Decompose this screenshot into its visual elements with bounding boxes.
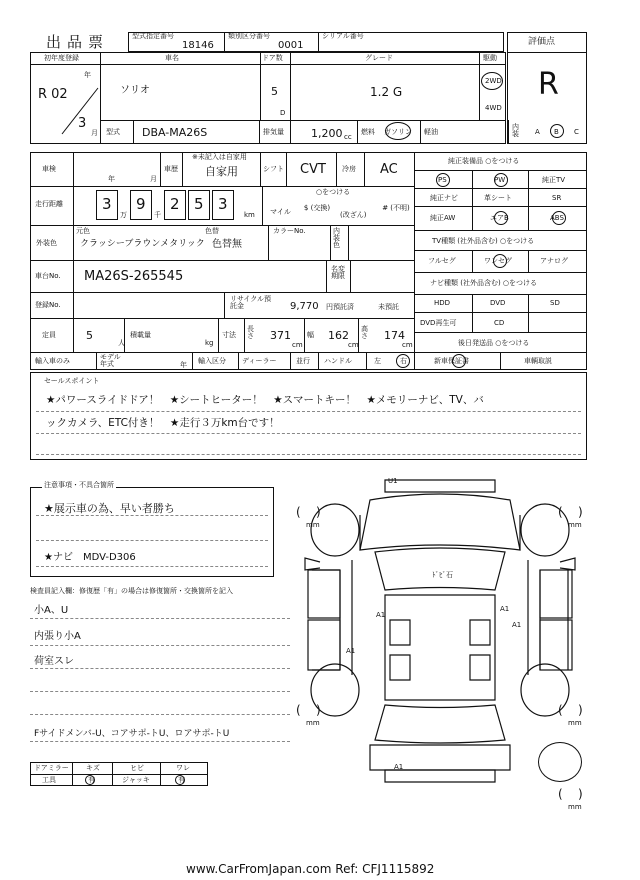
equip-circle xyxy=(552,211,566,225)
fuel-label: 燃料 xyxy=(361,128,375,136)
sales-line1: ★パワースライドドア！ ★シートヒーター！ ★スマートキー！ ★メモリーナビ、TV、バ xyxy=(46,394,484,406)
inspector-line: 小A、U xyxy=(34,605,69,616)
legend-cell: 有 xyxy=(178,776,185,784)
equip-item: ABS xyxy=(550,214,564,222)
tire-bracket-fl: ( ) xyxy=(296,505,321,519)
tire-mm: mm xyxy=(568,521,582,529)
model-cert-value: 18146 xyxy=(182,40,214,51)
color-code-label: カラーNo. xyxy=(273,227,306,235)
tire-bracket-rl: ( ) xyxy=(296,703,321,717)
mileage-digit: 5 xyxy=(194,195,204,213)
mile-note: ○をつける xyxy=(316,188,351,196)
inspection-label: 車検 xyxy=(42,165,56,173)
import-class-label: 輸入区分 xyxy=(198,357,226,365)
inspector-title: 検査員記入欄：修復歴「有」の場合は修復箇所・交換箇所を記入 xyxy=(30,587,233,595)
first-reg-label: 初年度登録 xyxy=(44,54,79,62)
equip-circle xyxy=(494,211,508,225)
cc-value: 1,200 xyxy=(311,127,343,140)
color-label: 外装色 xyxy=(36,239,57,247)
width-label: 幅 xyxy=(307,331,314,339)
tire-bracket-spare: ( ) xyxy=(558,787,583,801)
grade-label: グレード xyxy=(365,54,393,62)
insp-year: 年 xyxy=(108,175,115,183)
legend-cell: 工具 xyxy=(42,776,56,784)
first-reg-year: R 02 xyxy=(38,87,68,102)
tire-bracket-rr: ( ) xyxy=(558,703,583,717)
tire-bracket-fr: ( ) xyxy=(558,505,583,519)
first-reg-month: 3 xyxy=(78,116,87,131)
notes-box xyxy=(30,487,274,577)
score-label: 評価点 xyxy=(528,37,556,47)
navi-item: DVD xyxy=(490,299,506,307)
drive-circle xyxy=(481,72,503,90)
unknown-label: # (不明) xyxy=(382,204,410,212)
usage-note: ※未記入は自家用 xyxy=(192,153,247,161)
mileage-digit: 3 xyxy=(102,195,112,213)
navi-item: SD xyxy=(550,299,560,307)
door-type: D xyxy=(280,109,286,117)
load-label: 積載量 xyxy=(130,331,151,339)
drive-4wd: 4WD xyxy=(485,104,502,112)
mileage-digit: 2 xyxy=(170,195,180,213)
drive-2wd: 2WD xyxy=(485,77,502,85)
reg-label: 登録No. xyxy=(35,301,61,309)
drive-label: 駆動 xyxy=(483,54,497,62)
legend-header: ヒビ xyxy=(130,764,144,772)
legend-header: キズ xyxy=(86,764,100,772)
equip-item: PS xyxy=(438,176,447,184)
model-label: 型式 xyxy=(106,128,120,136)
orig-color-label: 元色 xyxy=(76,227,90,235)
left-label: 左 xyxy=(374,357,381,365)
usage-label: 車歴 xyxy=(164,165,178,173)
model-cert-label: 型式指定番号 xyxy=(132,32,174,40)
recycle-value: 9,770 xyxy=(290,301,319,312)
fuel-value: ガソリン xyxy=(384,128,412,136)
capacity-label: 定員 xyxy=(42,331,56,339)
height-cm: cm xyxy=(402,341,413,349)
tv-item: フルセグ xyxy=(428,257,456,265)
notes-line1: ★展示車の為、早い者勝ち xyxy=(44,502,175,515)
notes-title: 注意事項・不具合箇所 xyxy=(44,481,114,489)
equip-item: 純正ナビ xyxy=(430,194,458,202)
width-cm: cm xyxy=(348,341,359,349)
doors-value: 5 xyxy=(271,85,278,98)
tire-mm: mm xyxy=(568,719,582,727)
color-value: クラッシーブラウンメタリック xyxy=(80,239,205,249)
year-prefix: 年 xyxy=(84,71,91,79)
inspector-line: Fサイドメンバ-U、コアサポ-トU、ロアサポ-トU xyxy=(34,729,230,739)
score-value: R xyxy=(538,67,559,102)
tv-item: ワンセグ xyxy=(484,257,512,265)
tire-mm: mm xyxy=(306,521,320,529)
interior-label: 内装 xyxy=(512,123,519,138)
swap-label: $ (交換) xyxy=(303,204,331,212)
chassis-label: 車台No. xyxy=(35,272,61,280)
mileage-label: 走行距離 xyxy=(35,200,63,208)
legend-circle xyxy=(175,775,185,785)
equip-item: 革シート xyxy=(484,194,512,202)
model-value: DBA-MA26S xyxy=(142,126,208,139)
tv-item: アナログ xyxy=(540,257,568,265)
class-value: 0001 xyxy=(278,40,304,51)
shift-value: CVT xyxy=(300,162,326,177)
equip-title: 純正装備品 ○をつける xyxy=(448,157,520,165)
color-no-label: 色替 xyxy=(205,227,219,235)
color-no-value: 色替無 xyxy=(212,239,242,250)
length-label: 長さ xyxy=(247,325,254,340)
navi-item: CD xyxy=(494,319,505,327)
doors-label: ドア数 xyxy=(262,54,283,62)
diagram-mark: U1 xyxy=(388,477,398,485)
car-name-label: 車名 xyxy=(165,54,179,62)
equip-item: PW xyxy=(494,176,506,184)
later-item: 車輌取説 xyxy=(524,357,552,365)
height-value: 174 xyxy=(384,329,405,342)
diagram-mark: A1 xyxy=(500,605,510,613)
right-label: 右 xyxy=(400,357,407,365)
class-label: 類別区分番号 xyxy=(228,32,270,40)
load-unit: kg xyxy=(205,339,214,347)
later-title: 後日発送品 ○をつける xyxy=(458,339,530,347)
form-title: 出品票 xyxy=(46,33,110,51)
import-label: 輸入車のみ xyxy=(35,357,70,365)
recycle-label: リサイクル預託金 xyxy=(230,295,272,310)
ac-value: AC xyxy=(380,162,398,177)
height-label: 高さ xyxy=(361,325,368,340)
tv-title: TV種類 (社外品含む) ○をつける xyxy=(432,237,535,245)
oil-label: 軽油 xyxy=(424,128,438,136)
serial-label: シリアル番号 xyxy=(322,32,364,40)
insp-month: 月 xyxy=(150,175,157,183)
length-cm: cm xyxy=(292,341,303,349)
name-change-label: 名変期限 xyxy=(331,265,345,280)
width-value: 162 xyxy=(328,329,349,342)
ac-label: 冷房 xyxy=(342,165,356,173)
cc-label: 排気量 xyxy=(263,128,284,136)
footer-ref: www.CarFromJapan.com Ref: CFJ1115892 xyxy=(186,862,435,876)
usage-value: 自家用 xyxy=(205,165,238,178)
equip-item: 純正AW xyxy=(430,214,456,222)
recycle-unit: 円預託済 xyxy=(326,303,354,311)
interior-circle xyxy=(550,124,564,138)
diagram-mark: A1 xyxy=(346,647,356,655)
parallel-label: 並行 xyxy=(296,357,310,365)
legend-cell: 有 xyxy=(88,776,95,784)
grade-value: 1.2 G xyxy=(370,85,403,99)
chassis-value: MA26S-265545 xyxy=(84,269,184,284)
mileage-digit: 9 xyxy=(136,195,146,213)
cc-unit: cc xyxy=(344,133,352,141)
dealer-label: ディーラー xyxy=(242,357,277,365)
right-circle xyxy=(396,354,410,368)
equip-item: SR xyxy=(552,194,562,202)
diagram-mark: A1 xyxy=(376,611,386,619)
later-circle xyxy=(452,354,466,368)
tire-mm: mm xyxy=(568,803,582,811)
legend-circle xyxy=(85,775,95,785)
model-year-label: モデル年式 xyxy=(100,353,121,368)
mileage-digit: 3 xyxy=(218,195,228,213)
interior-b: B xyxy=(554,128,559,136)
legend-header: ワレ xyxy=(176,764,190,772)
sales-box xyxy=(30,372,587,460)
legend-cell: ジャッキ xyxy=(122,776,150,784)
later-item: 新車保証書 xyxy=(434,357,469,365)
equip-item: 純正TV xyxy=(542,176,566,184)
interior-color-label: 内装色 xyxy=(333,227,340,249)
interior-c: C xyxy=(574,128,579,136)
notes-line2: ★ナビ MDV-D306 xyxy=(44,552,136,563)
spare-tire xyxy=(538,742,582,782)
diagram-mark: ﾄﾞﾋﾞ石 xyxy=(432,571,453,579)
handle-label: ハンドル xyxy=(324,357,352,365)
interior-a: A xyxy=(535,128,540,136)
model-year-suffix: 年 xyxy=(180,361,187,369)
mileage-unit: km xyxy=(244,211,255,219)
sales-line2: ックカメラ、ETC付き！ ★走行３万km台です！ xyxy=(46,417,280,429)
navi-item: DVD再生可 xyxy=(420,319,457,327)
car-name-value: ソリオ xyxy=(120,85,150,96)
length-value: 371 xyxy=(270,329,291,342)
equip-circle xyxy=(494,173,508,187)
altered-label: (改ざん) xyxy=(340,211,367,219)
month-label: 月 xyxy=(91,129,98,137)
tire-mm: mm xyxy=(306,719,320,727)
inspector-line: 内張り小A xyxy=(34,631,81,642)
diagram-mark: A1 xyxy=(394,763,404,771)
diagram-mark: A1 xyxy=(512,621,522,629)
fuel-circle xyxy=(385,122,411,140)
inspector-line: 荷室スレ xyxy=(34,656,74,667)
capacity-value: 5 xyxy=(86,329,93,342)
capacity-unit: 人 xyxy=(118,339,125,347)
recycle-no: 未預託 xyxy=(378,303,399,311)
navi-item: HDD xyxy=(434,299,451,307)
mileage-sen: 千 xyxy=(154,211,161,219)
dims-label: 寸法 xyxy=(222,331,236,339)
equip-item: エアB xyxy=(490,214,509,222)
tv-circle xyxy=(493,254,507,268)
sales-title: セールスポイント xyxy=(44,377,100,385)
navi-title: ナビ種類 (社外品含む) ○をつける xyxy=(430,279,538,287)
equip-circle xyxy=(436,173,450,187)
mile-label: マイル xyxy=(270,208,291,216)
mileage-man: 万 xyxy=(120,211,127,219)
legend-header: ドアミラー xyxy=(34,764,69,772)
shift-label: シフト xyxy=(263,165,284,173)
